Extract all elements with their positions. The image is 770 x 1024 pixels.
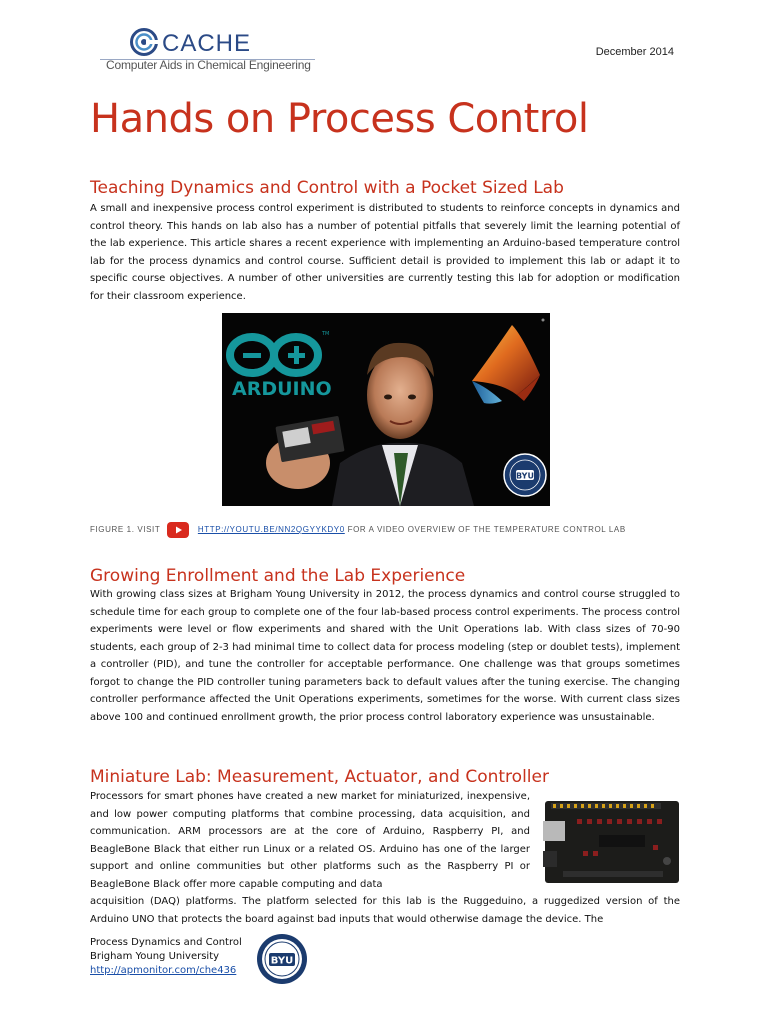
section-heading-enrollment: Growing Enrollment and the Lab Experience <box>90 566 466 586</box>
figure-caption <box>90 522 680 538</box>
video-thumbnail[interactable] <box>222 313 550 506</box>
ruggeduino-board-photo <box>543 795 681 887</box>
ruggeduino-board-art <box>543 795 681 887</box>
cache-swirl-icon <box>130 28 158 56</box>
byu-seal <box>256 933 308 985</box>
section-body-enrollment: With growing class sizes at Brigham Young University in 2012, the process dynamics and control course struggled to schedule time for each group to complete one of the four lab-based process control experiments. The process control experiments were level or flow experiments and shared with the Unit Operations lab. With class sizes of 70-90 students, each group of 2-3 had minimal time to collect data for process modeling (step or doublet tests), implement a controller (PID), and tune the controller for acceptable performance. One challenge was that groups sometimes forgot to change the PID controller tuning parameters back to default values after the tuning exercise. The changing controller performance affected the Unit Operations experiments, sometimes for the worse. With current class sizes above 100 and continued enrollment growth, the prior process control laboratory experience was unsustainable. <box>90 589 680 723</box>
caption-suffix: FOR A VIDEO OVERVIEW OF THE TEMPERATURE CONTROL LAB <box>347 525 626 535</box>
issue-date: December 2014 <box>595 46 674 58</box>
byu-seal-thumbnail-label: BYU <box>516 471 534 481</box>
section-body-miniature-wrapped: Processors for smart phones have created a new market for miniaturized, inexpensive, and low power computing platforms that combine processing, data acquisition, and communication. ARM processors are at the core of Arduino, Raspberry PI, and BeagleBone Black that either run Linux or a related OS. Arduino has one of the larger support and online communities but other platforms such as the Raspberry PI or BeagleBone Black offer more capable computing and data <box>90 791 530 890</box>
logo-subtitle: Computer Aids in Chemical Engineering <box>106 58 311 72</box>
footer-link[interactable]: http://apmonitor.com/che436 <box>90 965 237 976</box>
footer-course: Process Dynamics and Control <box>90 937 242 948</box>
arduino-tm: TM <box>322 331 330 337</box>
byu-seal-art <box>256 933 308 985</box>
youtube-icon[interactable] <box>167 522 189 538</box>
section-heading-miniature-lab: Miniature Lab: Measurement, Actuator, and Controller <box>90 767 549 787</box>
section-body-teaching: A small and inexpensive process control experiment is distributed to students to reinforce concepts in dynamics and control theory. This hands on lab also has a number of potential pitfalls that severely limit the learning potential of the lab experience. This article shares a recent experience with implementing an Arduino-based temperature control lab for the process dynamics and control course. Sufficient detail is provided to implement this lab or adapt it to specific course objectives. A number of other universities are currently testing this lab for adoption or modification for their classroom experience. <box>90 203 680 302</box>
footer-university: Brigham Young University <box>90 951 220 962</box>
footer <box>90 936 242 978</box>
logo-name: CACHE <box>162 30 252 57</box>
page-title: Hands on Process Control <box>90 96 589 142</box>
video-link[interactable]: HTTP://YOUTU.BE/NN2QGYYKDY0 <box>197 525 345 535</box>
arduino-logo-text: ARDUINO <box>232 378 332 400</box>
byu-seal-label: BYU <box>270 955 294 967</box>
video-thumbnail-art <box>222 313 550 506</box>
section-heading-teaching: Teaching Dynamics and Control with a Pocket Sized Lab <box>90 178 564 198</box>
cache-logo <box>100 26 315 76</box>
caption-prefix: FIGURE 1. VISIT <box>90 525 161 535</box>
section-body-miniature-full: acquisition (DAQ) platforms. The platform selected for this lab is the Ruggeduino, a ruggedized version of the Arduino UNO that protects the board against bad inputs that would otherwise damage the device. The <box>90 896 680 925</box>
